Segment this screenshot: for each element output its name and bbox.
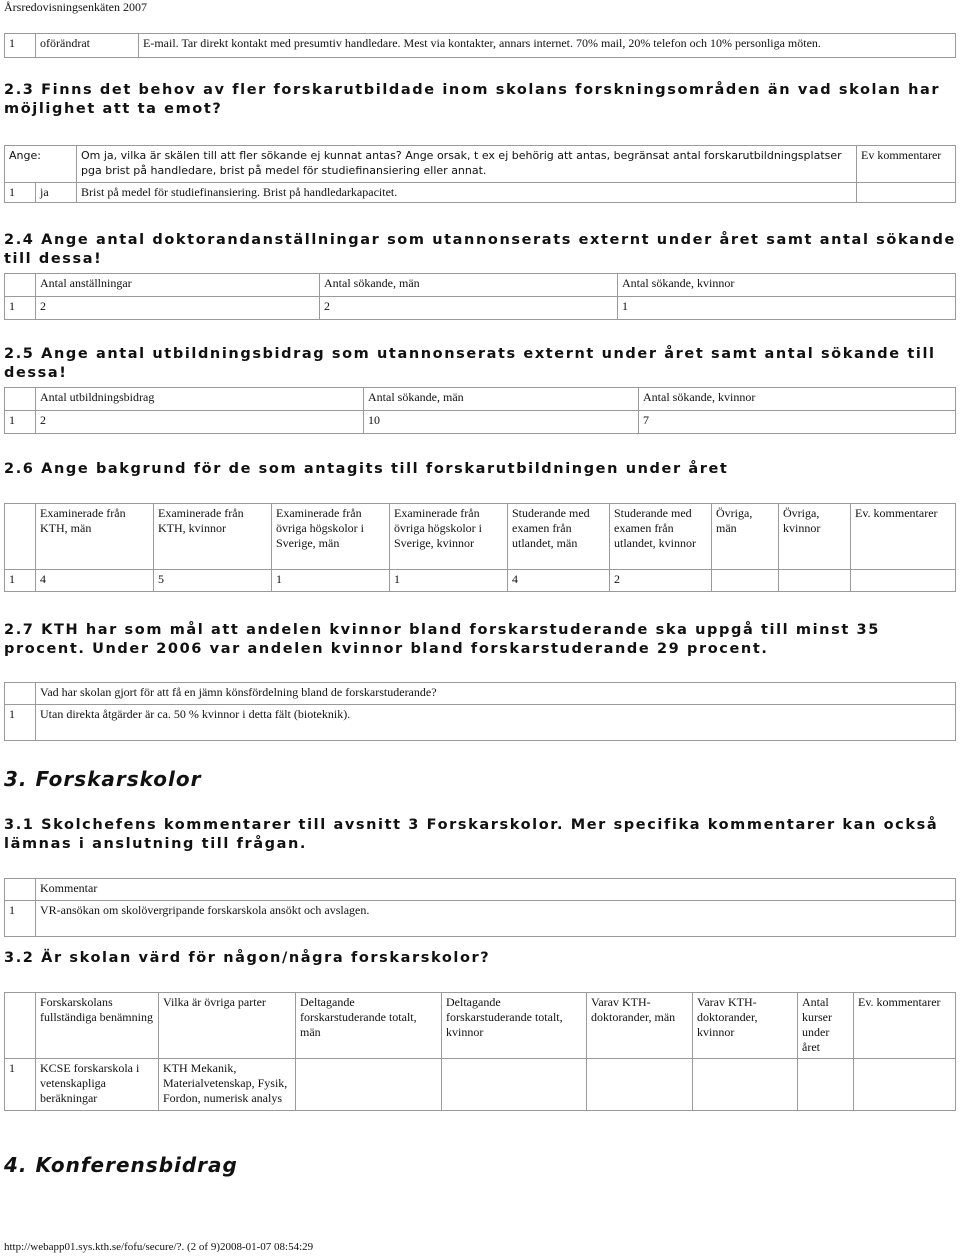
- col-header: Examinerade från övriga högskolor i Sverige, män: [272, 504, 390, 570]
- top-row-table: [4, 33, 956, 58]
- section-3-2-table: [4, 992, 956, 1111]
- section-2-7-heading: 2.7 KTH har som mål att andelen kvinnor bland forskarstuderande ska uppgå till minst 35 procent. Under 2006 var andelen kvinnor bland forskarstuderande 29 procent.: [4, 622, 880, 657]
- section-2-6-heading: 2.6 Ange bakgrund för de som antagits till forskarutbildningen under året: [4, 461, 729, 477]
- col-header: Forskarskolans fullständiga benämning: [36, 993, 159, 1059]
- col-header: Antal sökande, män: [320, 274, 618, 297]
- row-number: 1: [5, 183, 36, 203]
- table-cell: KTH Mekanik, Materialvetenskap, Fysik, Fordon, numerisk analys: [159, 1059, 296, 1111]
- table-cell: [779, 570, 851, 592]
- section-2-6-table: [4, 503, 956, 592]
- col-header: Deltagande forskarstuderande totalt, kvinnor: [442, 993, 587, 1059]
- section-2-7-table: [4, 682, 956, 741]
- answer-cell: VR-ansökan om skolövergripande forskarskola ansökt och avslagen.: [36, 901, 956, 937]
- contact-text: E-mail. Tar direkt kontakt med presumtiv handledare. Mest via kontakter, annars internet. 70% mail, 20% telefon och 10% personliga möten.: [139, 34, 956, 58]
- section-2-3-heading: 2.3 Finns det behov av fler forskarutbildade inom skolans forskningsområden än vad skolan har möjlighet att ta emot?: [4, 82, 941, 117]
- section-2-3-table: [4, 145, 956, 203]
- table-cell: 2: [36, 297, 320, 320]
- question-cell: Om ja, vilka är skälen till att fler sökande ej kunnat antas? Ange orsak, t ex ej behörig att antas, begränsat antal forskarutbildningsplatser pga brist på handledare, brist på medel för studiefinansiering eller annat.: [77, 146, 857, 183]
- col-header: Antal anställningar: [36, 274, 320, 297]
- section-3-1-table: [4, 878, 956, 937]
- comment-header: Kommentar: [36, 879, 956, 901]
- table-cell: 5: [154, 570, 272, 592]
- ange-label: Ange:: [5, 146, 77, 183]
- section-2-4-table: [4, 273, 956, 320]
- table-cell: 1: [272, 570, 390, 592]
- header-spacer: [5, 274, 36, 297]
- section-3-2-heading: 3.2 Är skolan värd för någon/några forskarskolor?: [4, 950, 491, 966]
- col-header: Deltagande forskarstuderande totalt, män: [296, 993, 442, 1059]
- page-header: Årsredovisningsenkäten 2007: [4, 0, 147, 14]
- col-header: Övriga, kvinnor: [779, 504, 851, 570]
- col-header: Antal sökande, kvinnor: [618, 274, 956, 297]
- section-3-1-heading: 3.1 Skolchefens kommentarer till avsnitt 3 Forskarskolor. Mer specifika kommentarer kan också lämnas i anslutning till frågan.: [4, 817, 939, 852]
- status-cell: oförändrat: [36, 34, 139, 58]
- col-header: Antal sökande, män: [364, 388, 639, 411]
- row-number: 1: [5, 901, 36, 937]
- col-header: Studerande med examen från utlandet, män: [508, 504, 610, 570]
- table-cell: [851, 570, 956, 592]
- table-cell: [798, 1059, 854, 1111]
- section-2-5-heading: 2.5 Ange antal utbildningsbidrag som utannonserats externt under året samt antal sökande till dessa!: [4, 346, 936, 381]
- row-number: 1: [5, 297, 36, 320]
- table-cell: [712, 570, 779, 592]
- table-cell: 1: [390, 570, 508, 592]
- table-cell: 7: [639, 411, 956, 434]
- col-header: Antal utbildningsbidrag: [36, 388, 364, 411]
- table-cell: [693, 1059, 798, 1111]
- header-spacer: [5, 504, 36, 570]
- table-cell: 10: [364, 411, 639, 434]
- col-header: Ev. kommentarer: [854, 993, 956, 1059]
- col-header: Examinerade från KTH, kvinnor: [154, 504, 272, 570]
- section-3-heading: 3. Forskarskolor: [4, 767, 202, 791]
- table-cell: 4: [36, 570, 154, 592]
- table-cell: 2: [320, 297, 618, 320]
- header-spacer: [5, 879, 36, 901]
- table-cell: KCSE forskarskola i vetenskapliga beräkningar: [36, 1059, 159, 1111]
- table-cell: [296, 1059, 442, 1111]
- table-cell: 2: [36, 411, 364, 434]
- comment-cell: [857, 183, 956, 203]
- col-header: Varav KTH-doktorander, kvinnor: [693, 993, 798, 1059]
- row-number: 1: [5, 34, 36, 58]
- question-header: Vad har skolan gjort för att få en jämn könsfördelning bland de forskarstuderande?: [36, 683, 956, 705]
- header-spacer: [5, 993, 36, 1059]
- section-2-4-heading: 2.4 Ange antal doktorandanställningar som utannonserats externt under året samt antal sökande till dessa!: [4, 232, 956, 267]
- header-spacer: [5, 388, 36, 411]
- table-cell: [442, 1059, 587, 1111]
- section-2-5-table: [4, 387, 956, 434]
- col-header: Ev. kommentarer: [851, 504, 956, 570]
- table-cell: 1: [618, 297, 956, 320]
- col-header: Antal sökande, kvinnor: [639, 388, 956, 411]
- col-header: Studerande med examen från utlandet, kvinnor: [610, 504, 712, 570]
- row-number: 1: [5, 1059, 36, 1111]
- section-4-heading: 4. Konferensbidrag: [4, 1153, 238, 1177]
- col-header: Varav KTH-doktorander, män: [587, 993, 693, 1059]
- reason-cell: Brist på medel för studiefinansiering. Brist på handledarkapacitet.: [77, 183, 857, 203]
- col-header: Övriga, män: [712, 504, 779, 570]
- col-header: Antal kurser under året: [798, 993, 854, 1059]
- row-number: 1: [5, 411, 36, 434]
- row-number: 1: [5, 705, 36, 741]
- answer-cell: Utan direkta åtgärder är ca. 50 % kvinnor i detta fält (bioteknik).: [36, 705, 956, 741]
- col-header: Examinerade från KTH, män: [36, 504, 154, 570]
- answer-cell: ja: [36, 183, 77, 203]
- table-cell: [587, 1059, 693, 1111]
- header-spacer: [5, 683, 36, 705]
- footer-url: http://webapp01.sys.kth.se/fofu/secure/?. (2 of 9)2008-01-07 08:54:29: [4, 1241, 314, 1253]
- table-cell: 2: [610, 570, 712, 592]
- ev-comments-header: Ev kommentarer: [857, 146, 956, 183]
- row-number: 1: [5, 570, 36, 592]
- col-header: Examinerade från övriga högskolor i Sverige, kvinnor: [390, 504, 508, 570]
- table-cell: [854, 1059, 956, 1111]
- col-header: Vilka är övriga parter: [159, 993, 296, 1059]
- table-cell: 4: [508, 570, 610, 592]
